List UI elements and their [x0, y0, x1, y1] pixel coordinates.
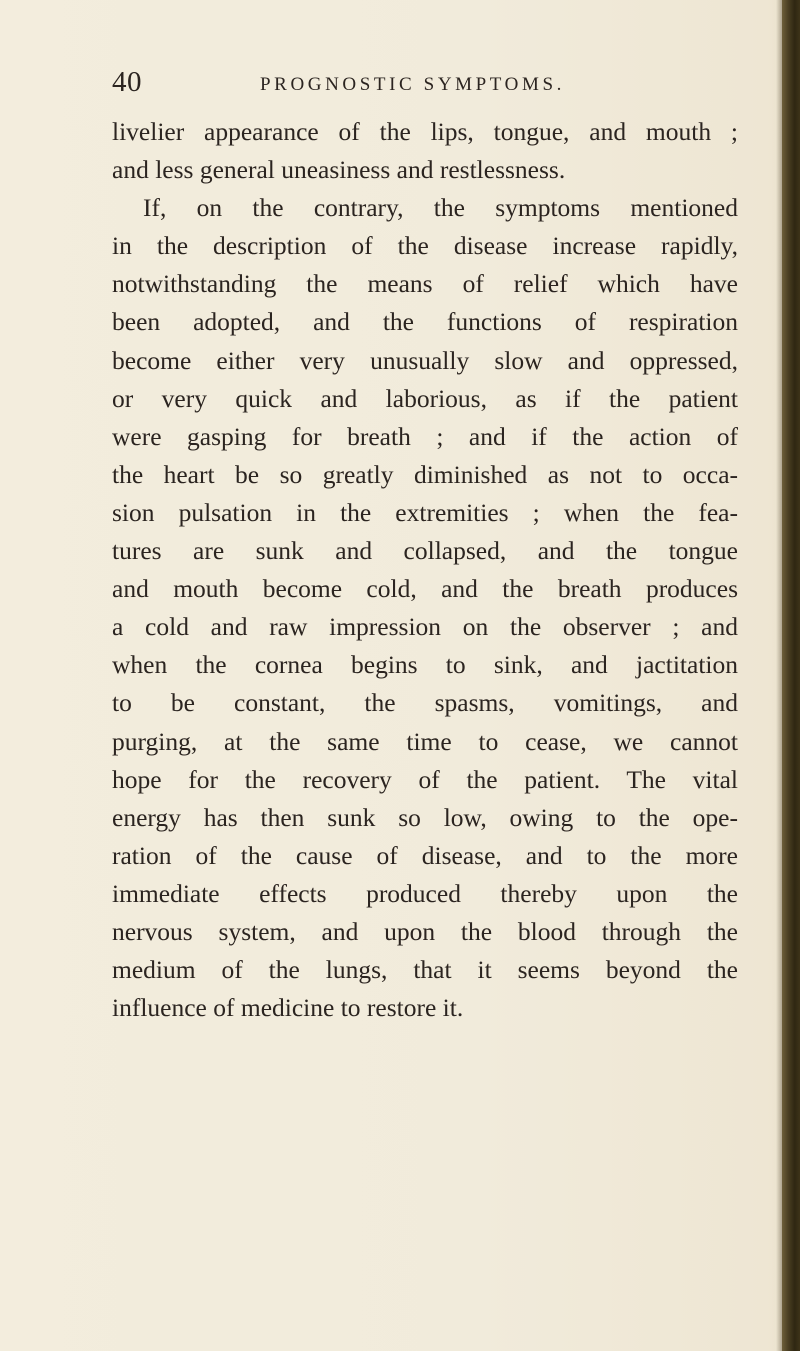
text-line: in the description of the disease increase rapidly, [112, 231, 738, 261]
text-line: hope for the recovery of the patient. The vital [112, 764, 738, 794]
text-line: nervous system, and upon the blood through the [112, 916, 738, 946]
text-line: when the cornea begins to sink, and jactitation [112, 650, 738, 680]
text-line: been adopted, and the functions of respiration [112, 307, 738, 337]
body-text [112, 113, 738, 1027]
page-binding-edge [782, 0, 800, 1351]
text-line: If, on the contrary, the symptoms mentioned [143, 193, 738, 223]
text-line: a cold and raw impression on the observer ; and [112, 612, 738, 642]
text-line: energy has then sunk so low, owing to the ope- [112, 802, 738, 832]
text-line: immediate effects produced thereby upon the [112, 878, 738, 908]
page-number: 40 [112, 66, 142, 98]
text-line: livelier appearance of the lips, tongue, and mouth ; [112, 117, 738, 146]
text-line: or very quick and laborious, as if the patient [112, 383, 738, 413]
text-line: influence of medicine to restore it. [112, 993, 464, 1023]
text-line: to be constant, the spasms, vomitings, and [112, 688, 738, 718]
running-head: PROGNOSTIC SYMPTOMS. [260, 74, 565, 95]
text-line: and mouth become cold, and the breath produces [112, 574, 738, 604]
page-header [112, 66, 732, 106]
text-line: notwithstanding the means of relief which have [112, 269, 738, 299]
text-line: become either very unusually slow and oppressed, [112, 345, 738, 375]
text-line: the heart be so greatly diminished as not to occa- [112, 459, 738, 489]
text-line: and less general uneasiness and restlessness. [112, 155, 566, 185]
text-line: medium of the lungs, that it seems beyond the [112, 955, 738, 985]
text-line: purging, at the same time to cease, we cannot [112, 726, 738, 756]
text-line: tures are sunk and collapsed, and the tongue [112, 536, 738, 566]
text-line: ration of the cause of disease, and to the more [112, 840, 738, 870]
text-line: sion pulsation in the extremities ; when the fea- [112, 497, 738, 527]
text-line: were gasping for breath ; and if the action of [112, 421, 738, 451]
